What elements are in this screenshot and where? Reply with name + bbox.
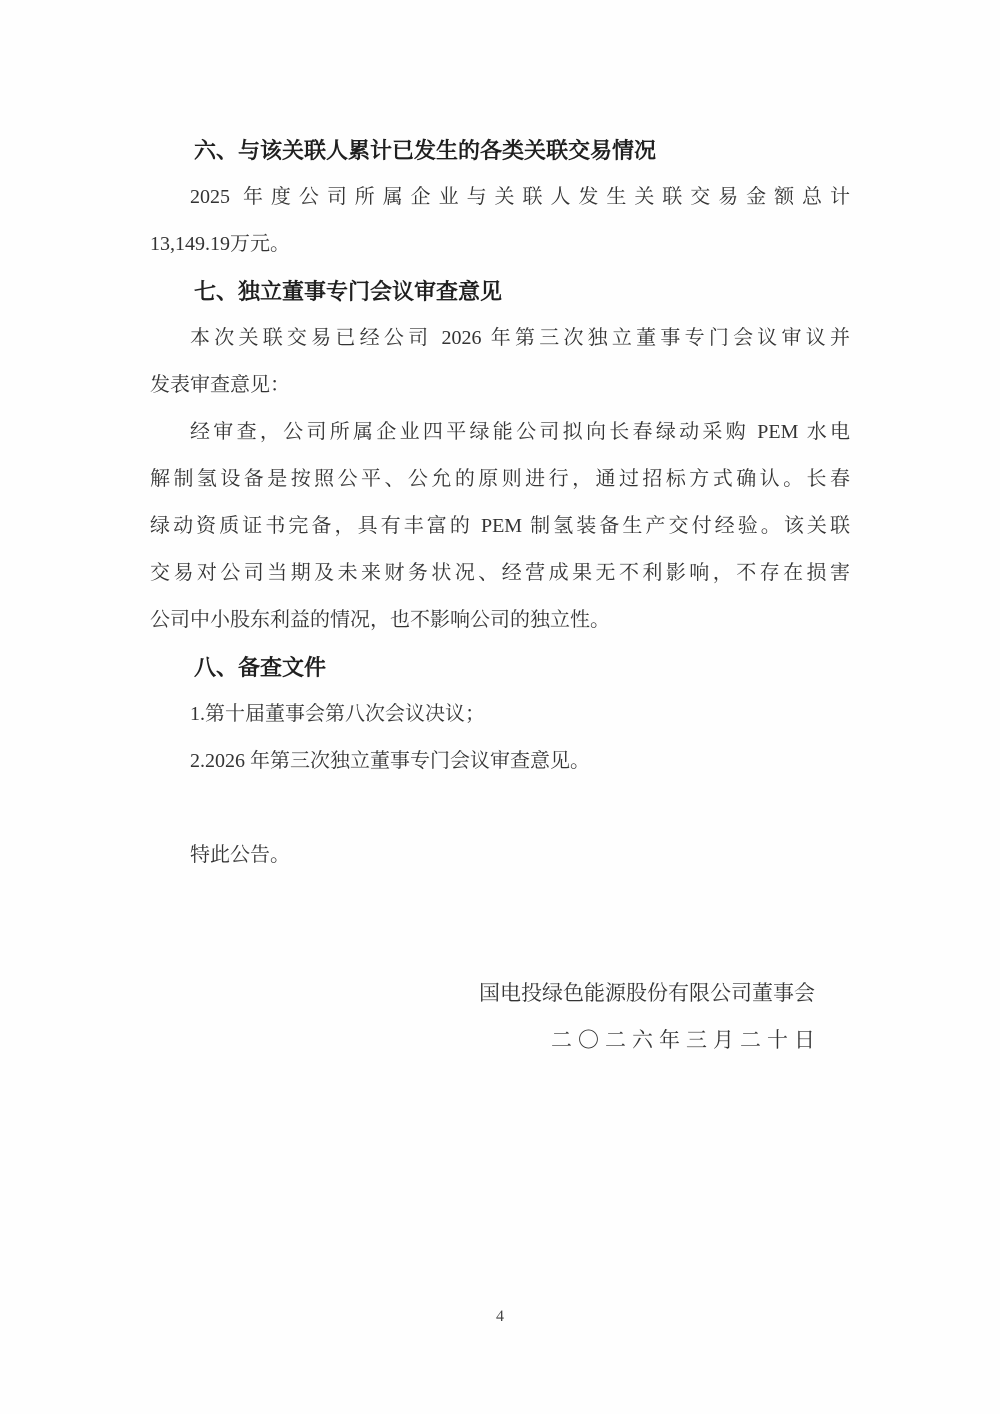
signature-block [150,970,821,1064]
section-heading-6: 六、与该关联人累计已发生的各类关联交易情况 [194,138,657,163]
signature-company: 国电投绿色能源股份有限公司董事会 [479,981,815,1005]
body-text-line: 解制氢设备是按照公平、公允的原则进行，通过招标方式确认。长春 [150,468,850,490]
body-text-line: 经审查，公司所属企业四平绿能公司拟向长春绿动采购 PEM 水电 [190,421,850,443]
closing-statement: 特此公告。 [190,844,290,866]
body-text-line: 13,149.19万元。 [150,233,290,255]
list-item: 2.2026 年第三次独立董事专门会议审查意见。 [190,750,590,772]
body-text-line: 交易对公司当期及未来财务状况、经营成果无不利影响，不存在损害 [150,562,850,584]
body-text-line: 2025 年度公司所属企业与关联人发生关联交易金额总计 [190,186,850,208]
page-number: 4 [496,1308,504,1325]
section-heading-8: 八、备查文件 [194,655,327,680]
body-text-line: 发表审查意见： [150,374,290,396]
section-heading-7: 七、独立董事专门会议审查意见 [194,279,503,304]
list-item: 1.第十届董事会第八次会议决议； [190,703,485,725]
signature-date: 二〇二六年三月二十日 [551,1028,821,1052]
body-text-line: 绿动资质证书完备，具有丰富的 PEM 制氢装备生产交付经验。该关联 [150,515,850,537]
body-text-line: 公司中小股东利益的情况，也不影响公司的独立性。 [150,609,610,631]
body-text-line: 本次关联交易已经公司 2026 年第三次独立董事专门会议审议并 [190,327,850,349]
